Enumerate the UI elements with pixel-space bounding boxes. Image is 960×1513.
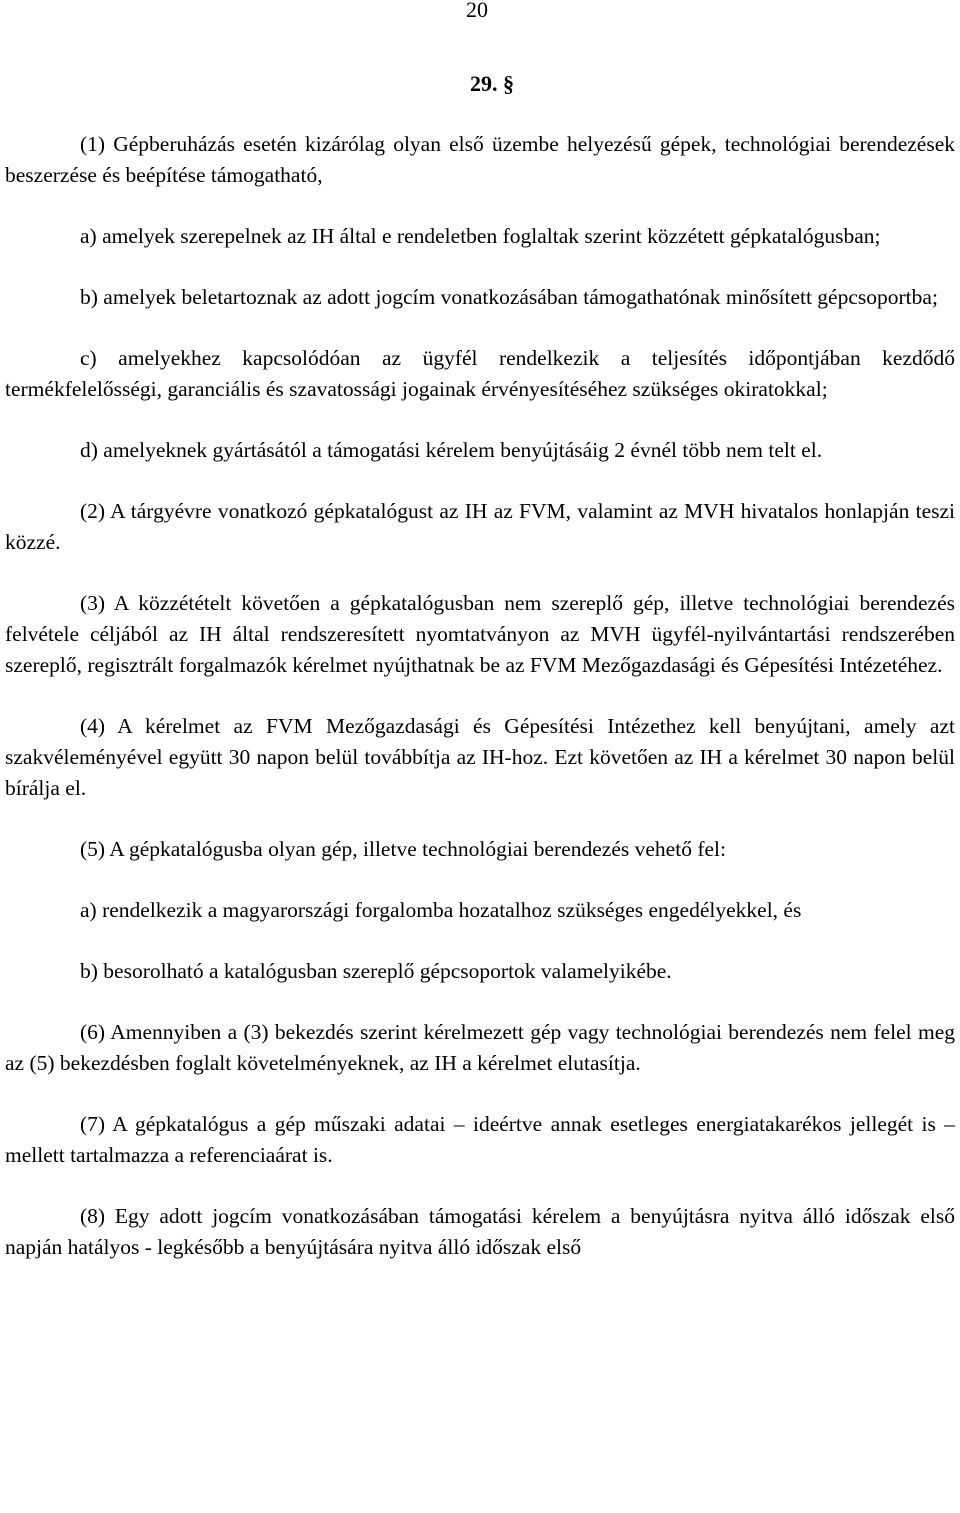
section-heading: 29. § xyxy=(470,71,514,96)
paragraph-1-point-b: b) amelyek beletartoznak az adott jogcím vonatkozásában támogathatónak minősített gépcsoportba; xyxy=(80,285,938,309)
paragraph-1-point-c: c) amelyekhez kapcsolódóan az ügyfél rendelkezik a teljesítés időpontjában kezdődő termékfelelősségi, garanciális és szavatossági jogainak érvényesítéséhez szükséges okiratokkal; xyxy=(5,346,955,401)
paragraph-7: (7) A gépkatalógus a gép műszaki adatai – ideértve annak esetleges energiatakarékos jellegét is – mellett tartalmazza a referenciaárat is. xyxy=(5,1112,955,1167)
paragraph-4: (4) A kérelmet az FVM Mezőgazdasági és Gépesítési Intézethez kell benyújtani, amely azt szakvéleményével együtt 30 napon belül továbbítja az IH-hoz. Ezt követően az IH a kérelmet 30 napon belül bírálja el. xyxy=(5,714,955,800)
paragraph-1-point-a: a) amelyek szerepelnek az IH által e rendeletben foglaltak szerint közzétett gépkatalógusban; xyxy=(80,224,881,248)
page-number: 20 xyxy=(466,0,488,22)
paragraph-1: (1) Gépberuházás esetén kizárólag olyan első üzembe helyezésű gépek, technológiai berendezések beszerzése és beépítése támogatható, xyxy=(5,132,955,187)
paragraph-2: (2) A tárgyévre vonatkozó gépkatalógust az IH az FVM, valamint az MVH hivatalos honlapján teszi közzé. xyxy=(5,499,955,554)
paragraph-5-point-b: b) besorolható a katalógusban szereplő gépcsoportok valamelyikébe. xyxy=(80,959,672,983)
paragraph-1-point-d: d) amelyeknek gyártásától a támogatási kérelem benyújtásáig 2 évnél több nem telt el. xyxy=(80,438,823,462)
paragraph-5-point-a: a) rendelkezik a magyarországi forgalomba hozatalhoz szükséges engedélyekkel, és xyxy=(80,898,802,922)
paragraph-8: (8) Egy adott jogcím vonatkozásában támogatási kérelem a benyújtásra nyitva álló időszak első napján hatályos - legkésőbb a benyújtására nyitva álló időszak első xyxy=(5,1204,955,1259)
paragraph-5: (5) A gépkatalógusba olyan gép, illetve technológiai berendezés vehető fel: xyxy=(80,837,726,861)
document-body xyxy=(5,129,955,1263)
paragraph-6: (6) Amennyiben a (3) bekezdés szerint kérelmezett gép vagy technológiai berendezés nem felel meg az (5) bekezdésben foglalt követelményeknek, az IH a kérelmet elutasítja. xyxy=(5,1020,955,1075)
paragraph-3: (3) A közzétételt követően a gépkatalógusban nem szereplő gép, illetve technológiai berendezés felvétele céljából az IH által rendszeresített nyomtatványon az MVH ügyfél-nyilvántartási rendszerében szereplő, regisztrált forgalmazók kérelmet nyújthatnak be az FVM Mezőgazdasági és Gépesítési Intézetéhez. xyxy=(5,591,955,677)
